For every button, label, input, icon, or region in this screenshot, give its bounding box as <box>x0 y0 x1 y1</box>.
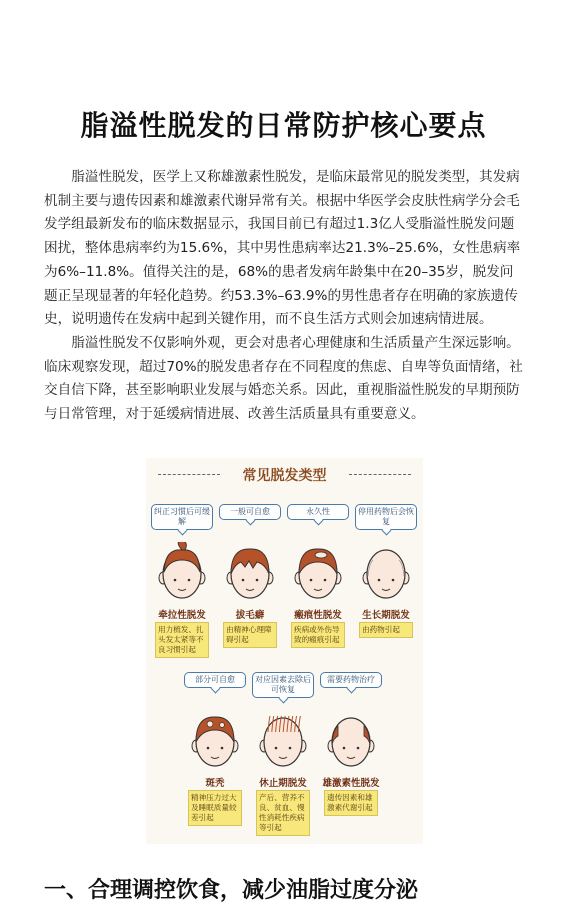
head-illustration <box>188 710 242 772</box>
type-name: 休止期脱发 <box>259 778 307 789</box>
head-illustration <box>359 542 413 604</box>
recovery-bubble: 对应因素去除后可恢复 <box>252 672 314 698</box>
recovery-bubble: 纠正习惯后可缓解 <box>151 504 213 530</box>
hair-loss-type-card <box>151 504 213 654</box>
head-illustration-icon <box>291 542 345 604</box>
hair-loss-type-card <box>287 504 349 654</box>
head-illustration <box>223 542 277 604</box>
head-illustration-icon <box>324 710 378 772</box>
cause-note: 精神压力过大及睡眠质量较差引起 <box>188 790 242 826</box>
recovery-bubble: 部分可自愈 <box>184 672 246 688</box>
type-name: 瘢痕性脱发 <box>294 610 342 621</box>
cause-note: 遗传因素和雄激素代谢引起 <box>324 790 378 816</box>
type-name: 生长期脱发 <box>362 610 410 621</box>
recovery-bubble: 停用药物后会恢复 <box>355 504 417 530</box>
type-name: 拔毛癖 <box>235 610 265 621</box>
cause-note: 由精神心理障碍引起 <box>223 622 277 648</box>
figure-title: 常见脱发类型 <box>242 468 327 484</box>
type-name: 牵拉性脱发 <box>158 610 206 621</box>
head-illustration-icon <box>223 542 277 604</box>
head-illustration-icon <box>188 710 242 772</box>
cause-note: 产后、营养不良、贫血、慢性消耗性疾病等引起 <box>256 790 310 836</box>
head-illustration <box>256 710 310 772</box>
hair-loss-type-card <box>184 672 246 822</box>
head-illustration <box>291 542 345 604</box>
hair-loss-types-figure <box>146 458 423 844</box>
head-illustration-icon <box>359 542 413 604</box>
type-name: 斑秃 <box>205 778 225 789</box>
article-title: 脂溢性脱发的日常防护核心要点 <box>80 109 487 142</box>
figure-title-row <box>146 463 423 485</box>
head-illustration <box>155 542 209 604</box>
intro-paragraph: 脂溢性脱发，医学上又称雄激素性脱发，是临床最常见的脱发类型，其发病机制主要与遗传因素和雄激素代谢异常有关。根据中华医学会皮肤性病学分会毛发学组最新发布的临床数据显示，我国目前已有超过1.3亿人受脂溢性脱发问题困扰，整体患病率约为15.6%，其中男性患病率达21.3%–25.6%，女性患病率为6%–11.8%。值得关注的是，68%的患者发病年龄集中在20–35岁，脱发问题正呈现显著的年轻化趋势。约53.3%–63.9%的男性患者存在明确的家族遗传史，说明遗传在发病中起到关键作用，而不良生活方式则会加速病情进展。 <box>44 169 521 328</box>
hair-loss-type-card <box>219 504 281 654</box>
hair-loss-type-card <box>355 504 417 654</box>
recovery-bubble: 一般可自愈 <box>219 504 281 520</box>
head-illustration <box>324 710 378 772</box>
cause-note: 由药物引起 <box>359 622 413 638</box>
recovery-bubble: 需要药物治疗 <box>320 672 382 688</box>
head-illustration-icon <box>256 710 310 772</box>
recovery-bubble: 永久性 <box>287 504 349 520</box>
hair-loss-type-card <box>252 672 314 832</box>
section-heading: 一、合理调控饮食，减少油脂过度分泌 <box>44 878 419 903</box>
hair-loss-type-card <box>320 672 382 822</box>
cause-note: 用力梳发、扎头发太紧等不良习惯引起 <box>155 622 209 658</box>
impact-paragraph: 脂溢性脱发不仅影响外观，更会对患者心理健康和生活质量产生深远影响。临床观察发现，超过70%的脱发患者存在不同程度的焦虑、自卑等负面情绪，社交自信下降，甚至影响职业发展与婚恋关系。因此，重视脂溢性脱发的早期预防与日常管理，对于延缓病情进展、改善生活质量具有重要意义。 <box>44 335 523 423</box>
type-name: 雄激素性脱发 <box>322 778 380 789</box>
title-divider-right <box>349 474 411 475</box>
cause-note: 疾病或外伤导致的瘢痕引起 <box>291 622 345 648</box>
head-illustration-icon <box>155 542 209 604</box>
